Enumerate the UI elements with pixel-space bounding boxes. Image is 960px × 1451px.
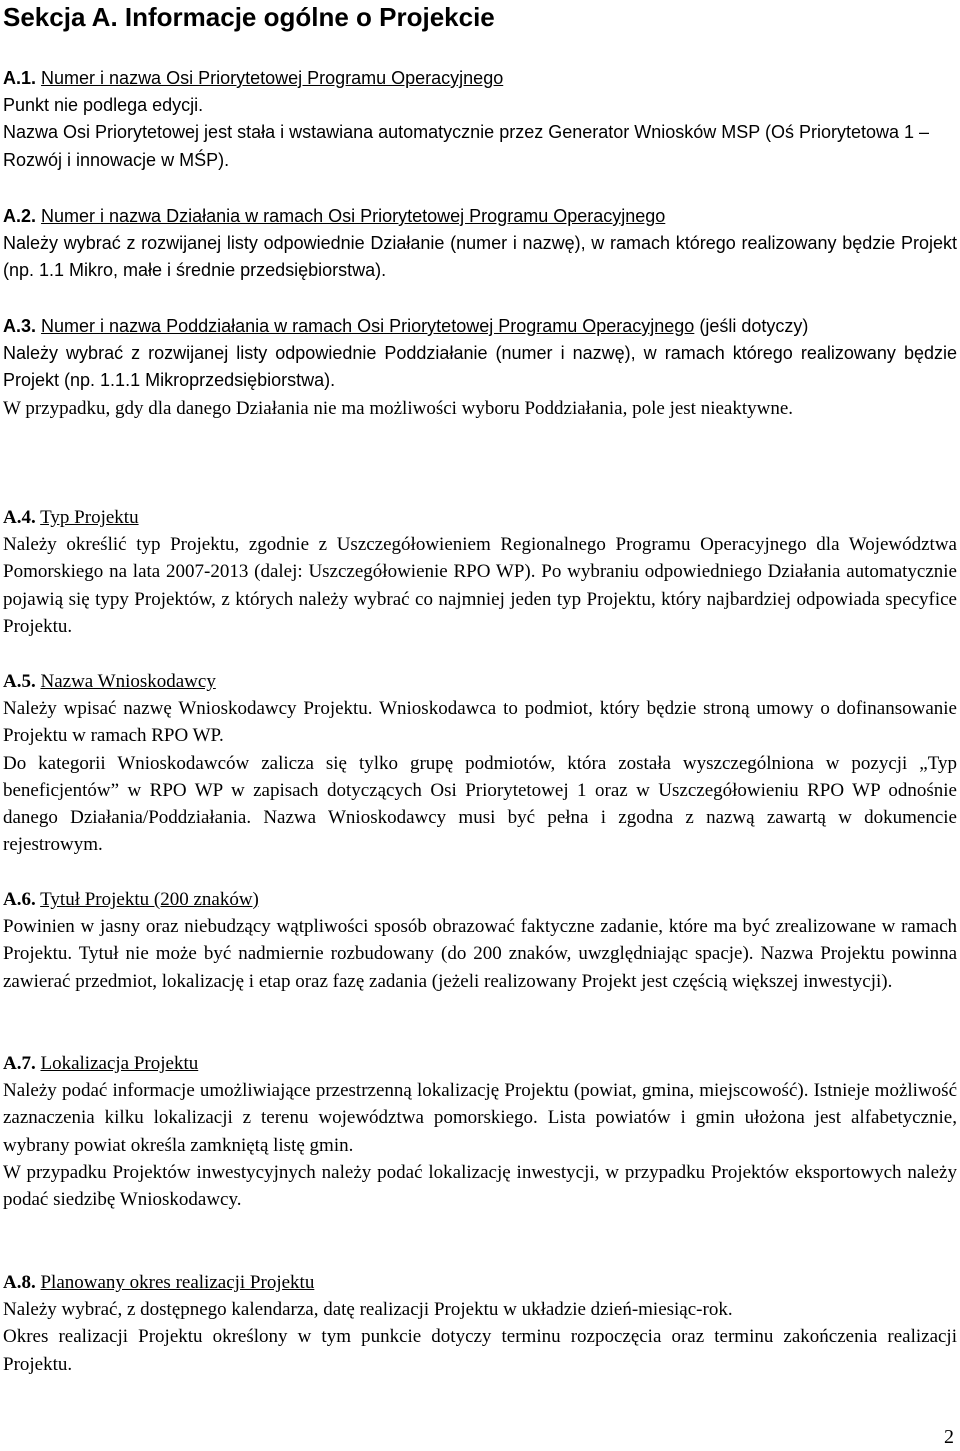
section-a1-heading xyxy=(3,65,957,92)
section-a6-text: Powinien w jasny oraz niebudzący wątpliwości sposób obrazować faktyczne zadanie, które ma być zrealizowane w ramach Projektu. Tytuł nie może być nadmiernie rozbudowany (do 200 znaków, uwzględniając spacje). Nazwa Projektu powinna zawierać przedmiot, lokalizację i etap oraz fazę zadania (jeżeli realizowany Projekt jest częścią większej inwestycji). xyxy=(3,916,957,992)
section-a6-title: Tytuł Projektu (200 znaków) xyxy=(40,889,259,910)
section-a5-text2: Do kategorii Wnioskodawców zalicza się tylko grupę podmiotów, która została wyszczególniona w pozycji „Typ beneficjentów” w RPO WP w zapisach dotyczących Osi Priorytetowej 1 oraz w Uszczegółowieniu RPO WP odnośnie danego Działania/Poddziałania. Nazwa Wnioskodawcy musi być pełna i zgodna z nazwą zawartą w dokumencie rejestrowym. xyxy=(3,752,957,856)
section-a3-text1: Należy wybrać z rozwijanej listy odpowiednie Poddziałanie (numer i nazwę), w ramach którego realizowany będzie Projekt (np. 1.1.1 Mikroprzedsiębiorstwa). xyxy=(3,343,957,391)
section-a6-heading xyxy=(3,886,957,913)
section-a8-number: A.8. xyxy=(3,1272,36,1293)
section-a1 xyxy=(3,65,957,174)
section-a2 xyxy=(3,203,957,285)
section-a1-line1: Punkt nie podlega edycji. xyxy=(3,95,204,116)
section-a8-text1: Należy wybrać, z dostępnego kalendarza, datę realizacji Projektu w układzie dzień-miesiąc-rok. xyxy=(3,1299,733,1321)
section-a6 xyxy=(3,886,957,995)
section-a5-heading xyxy=(3,668,957,695)
section-a3 xyxy=(3,313,957,422)
section-a7 xyxy=(3,1050,957,1213)
section-a4-text: Należy określić typ Projektu, zgodnie z Uszczegółowieniem Regionalnego Programu Operacyjnego dla Województwa Pomorskiego na lata 2007-2013 (dalej: Uszczegółowienie RPO WP). Po wybraniu odpowiedniego Działania automatycznie pojawią się typy Projektów, z których należy wybrać co najmniej jeden typ Projektu, który najbardziej odpowiada specyfice Projektu. xyxy=(3,534,957,637)
section-a2-text: Należy wybrać z rozwijanej listy odpowiednie Działanie (numer i nazwę), w ramach którego realizowany będzie Projekt (np. 1.1 Mikro, małe i średnie przedsiębiorstwa). xyxy=(3,233,957,281)
section-a5-title: Nazwa Wnioskodawcy xyxy=(40,671,216,692)
section-a7-number: A.7. xyxy=(3,1053,36,1074)
section-a1-line2: Nazwa Osi Priorytetowej jest stała i wstawiana automatycznie przez Generator Wniosków MSP (Oś Priorytetowa 1 – Rozwój i innowacje w MŚP). xyxy=(3,122,930,170)
section-a8-title: Planowany okres realizacji Projektu xyxy=(40,1272,315,1293)
section-a7-heading xyxy=(3,1050,957,1077)
section-a6-number: A.6. xyxy=(3,889,36,910)
section-a7-text1: Należy podać informacje umożliwiające przestrzenną lokalizację Projektu (powiat, gmina, miejscowość). Istnieje możliwość zaznaczenia kilku lokalizacji z terenu województwa pomorskiego. Lista powiatów i gmin ułożona jest alfabetycznie, wybrany powiat określa zamkniętą listę gmin. xyxy=(3,1080,957,1156)
section-a8 xyxy=(3,1269,957,1378)
section-a2-number: A.2. xyxy=(3,206,37,226)
section-a3-heading xyxy=(3,313,957,340)
section-a8-text2: Okres realizacji Projektu określony w tym punkcie dotyczy terminu rozpoczęcia oraz terminu zakończenia realizacji Projektu. xyxy=(3,1326,957,1375)
section-a4-title: Typ Projektu xyxy=(40,507,139,528)
section-a1-title: Numer i nazwa Osi Priorytetowej Programu Operacyjnego xyxy=(41,68,504,88)
section-a8-heading xyxy=(3,1269,957,1296)
section-a3-title-tail: (jeśli dotyczy) xyxy=(699,316,809,336)
section-a5-number: A.5. xyxy=(3,671,36,692)
section-a7-text2: W przypadku Projektów inwestycyjnych należy podać lokalizację inwestycji, w przypadku Projektów eksportowych należy podać siedzibę Wnioskodawcy. xyxy=(3,1161,957,1211)
section-a4-heading xyxy=(3,504,957,531)
section-a4-number: A.4. xyxy=(3,507,36,528)
section-a5 xyxy=(3,668,957,858)
section-a7-title: Lokalizacja Projektu xyxy=(40,1053,199,1074)
section-a3-number: A.3. xyxy=(3,316,37,336)
page-number: 2 xyxy=(944,1426,954,1448)
section-a3-text2: W przypadku, gdy dla danego Działania nie ma możliwości wyboru Poddziałania, pole jest nieaktywne. xyxy=(3,397,794,419)
section-a1-number: A.1. xyxy=(3,68,37,88)
section-a2-title: Numer i nazwa Działania w ramach Osi Priorytetowej Programu Operacyjnego xyxy=(41,206,666,226)
section-a3-title: Numer i nazwa Poddziałania w ramach Osi Priorytetowej Programu Operacyjnego xyxy=(41,316,695,336)
section-a4 xyxy=(3,504,957,640)
page-title: Sekcja A. Informacje ogólne o Projekcie xyxy=(3,2,495,32)
section-a2-heading xyxy=(3,203,957,230)
section-a5-text1: Należy wpisać nazwę Wnioskodawcy Projektu. Wnioskodawca to podmiot, który będzie stroną umowy o dofinansowanie Projektu w ramach RPO WP. xyxy=(3,698,957,747)
